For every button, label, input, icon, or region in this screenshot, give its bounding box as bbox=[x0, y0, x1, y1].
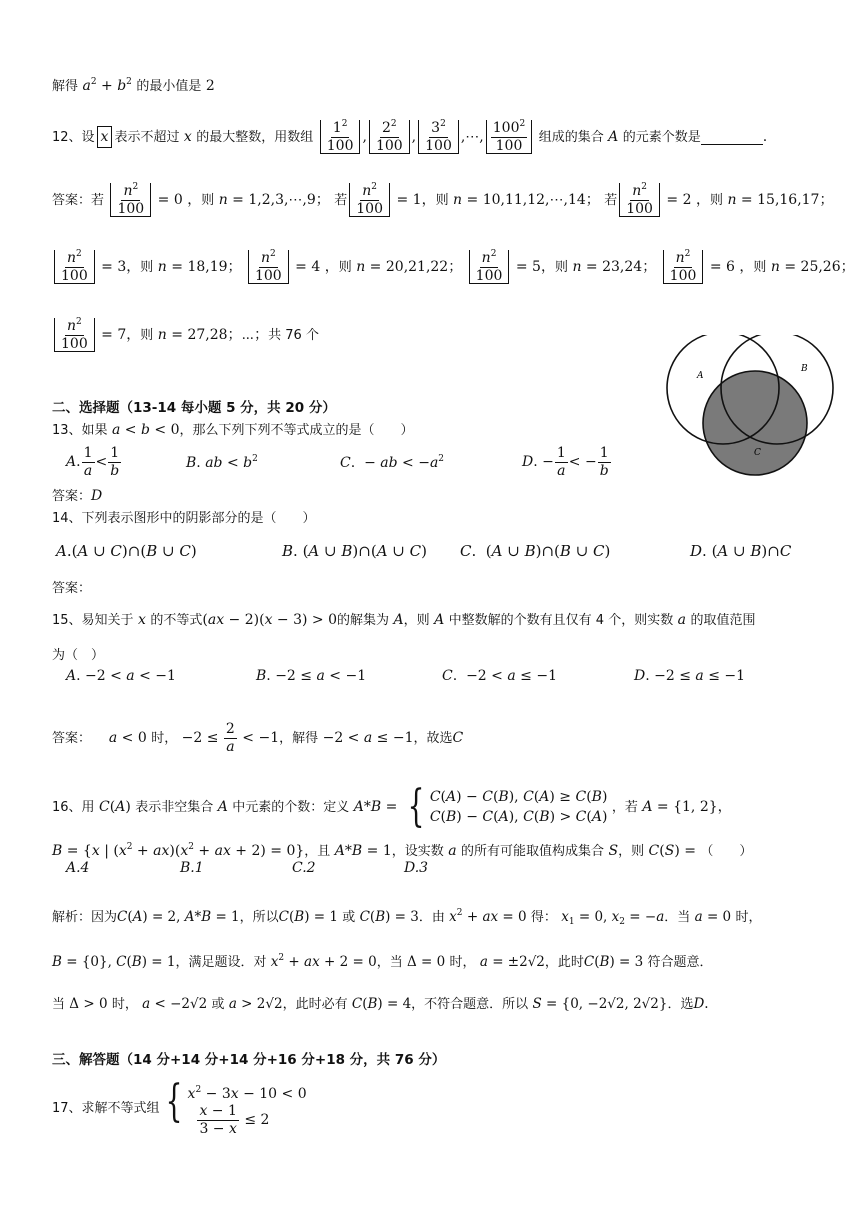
answer-14: 答案： bbox=[52, 581, 92, 596]
q15-option-d[interactable]: D. −2 ≤ a ≤ −1 bbox=[634, 668, 746, 684]
question-17: 17、求解不等式组 { $x^2 - 3x - 10 < 0$ $\frac{x - 1}{3 - x}$ ≤ 2 bbox=[52, 1076, 307, 1137]
q13-option-d[interactable]: D. − $\frac{1}{a}$ < − $\frac{1}{b}$ bbox=[522, 445, 609, 479]
question-16: 16、用 C(A) 表示非空集合 A 中元素的个数：定义 A*B = { C(A) − C(B), C(A) ≥ C(B) C(B) − C(A), C(B) > C(A) ，若 A = {1, 2}， bbox=[52, 781, 732, 832]
question-14: 14、下列表示图形中的阴影部分的是（ ） bbox=[52, 511, 316, 526]
question-12: 12、设 x 表示不超过 x 的最大整数，用数组 $\frac{1^2}{100}$ , $\frac{2^2}{100}$ , $\frac{3^2}{100}$ ,⋯, $\frac{100^2}{100}$ 组成的集合 A 的元素个数是 . bbox=[52, 119, 768, 154]
answer-12-line-2: $\frac{n^2}{100}$ = 3，则 n = 18,19； $\frac{n^2}{100}$ = 4 ，则 n = 20,21,22； $\frac{n^2}{100}$ = 5，则 n = 23,24； $\frac{n^2}{100}$ = 6 ，则 n = 25,26； bbox=[52, 250, 855, 284]
solution-16-line-2: B = {0}, C(B) = 1，满足题设．对 $x^2$ + ax + 2 = 0，当 Δ = 0 时， a = ±2√2，此时C(B) = 3 符合题意． bbox=[52, 953, 713, 970]
q13-option-c[interactable]: C. − ab < $-a^2$ bbox=[340, 454, 445, 471]
q14-option-a[interactable]: A.(A ∪ C)∩(B ∪ C) bbox=[56, 542, 197, 560]
q14-option-c[interactable]: C. (A ∪ B)∩(B ∪ C) bbox=[460, 542, 611, 560]
q16-option-c[interactable]: C.2 bbox=[292, 860, 316, 876]
question-15-cont: 为（ ） bbox=[52, 648, 105, 663]
solution-16-line-1: 解析：因为C(A) = 2, A*B = 1，所以C(B) = 1 或 C(B) = 3．由 $x^2$ + ax = 0 得： $x_1 = 0$, $x_2 = -a$．当 a = 0 时， bbox=[52, 908, 762, 927]
answer-13: 答案：D bbox=[52, 488, 103, 504]
section-2-heading: 二、选择题（13-14 每小题 5 分，共 20 分） bbox=[52, 400, 336, 416]
q14-option-d[interactable]: D. (A ∪ B)∩C bbox=[690, 542, 792, 560]
question-16-cont: B = {x | $(x^2 + ax)(x^2$ + ax + 2) = 0}，且 A*B = 1，设实数 a 的所有可能取值构成集合 S，则 C(S) = （ ） bbox=[52, 842, 753, 859]
section-3-heading: 三、解答题（14 分+14 分+14 分+16 分+18 分，共 76 分） bbox=[52, 1052, 446, 1068]
answer-blank[interactable] bbox=[701, 130, 763, 145]
label-a: A bbox=[697, 371, 704, 381]
line-min-value: 解得 $a^2 + b^2$ 的最小值是 2 bbox=[52, 77, 215, 94]
question-13: 13、如果 a < b < 0，那么下列下列不等式成立的是（ ） bbox=[52, 422, 414, 438]
venn-diagram bbox=[665, 335, 845, 485]
answer-12-line-3: $\frac{n^2}{100}$ = 7，则 n = 27,28；⋯；共 76 个 bbox=[52, 318, 319, 352]
q16-option-b[interactable]: B.1 bbox=[180, 860, 204, 876]
label-b: B bbox=[801, 364, 808, 374]
solution-16-line-3: 当 Δ > 0 时， a < −2√2 或 a > 2√2，此时必有 C(B) = 4，不符合题意．所以 S = {0, −2√2, 2√2}．选D. bbox=[52, 996, 709, 1012]
question-15: 15、易知关于 x 的不等式(ax − 2)(x − 3) > 0的解集为 A，则 A 中整数解的个数有且仅有 4 个，则实数 a 的取值范围 bbox=[52, 612, 756, 628]
q13-option-a[interactable]: A. $\frac{1}{a}$ < $\frac{1}{b}$ bbox=[66, 445, 120, 479]
q15-option-c[interactable]: C. −2 < a ≤ −1 bbox=[442, 668, 557, 684]
answer-15: 答案： a < 0 时， −2 ≤ $\frac{2}{a}$ < −1，解得 −2 < a ≤ −1，故选C bbox=[52, 721, 464, 755]
floor-1: $\frac{1^2}{100}$ bbox=[320, 120, 361, 154]
q15-option-b[interactable]: B. −2 ≤ a < −1 bbox=[256, 668, 367, 684]
answer-12-line-1: 答案：若 $\frac{n^2}{100}$ = 0 ，则 n = 1,2,3,⋯,9； 若 $\frac{n^2}{100}$ = 1，则 n = 10,11,12,⋯,14； 若 $\frac{n^2}{100}$ = 2 ，则 n = 15,16,17； bbox=[52, 182, 834, 217]
q13-option-b[interactable]: B. ab < $b^2$ bbox=[186, 454, 258, 471]
q14-option-b[interactable]: B. (A ∪ B)∩(A ∪ C) bbox=[282, 542, 427, 560]
q15-option-a[interactable]: A. −2 < a < −1 bbox=[66, 668, 176, 684]
label-c: C bbox=[754, 448, 761, 458]
q16-option-a[interactable]: A.4 bbox=[66, 860, 90, 876]
q16-option-d[interactable]: D.3 bbox=[404, 860, 429, 876]
